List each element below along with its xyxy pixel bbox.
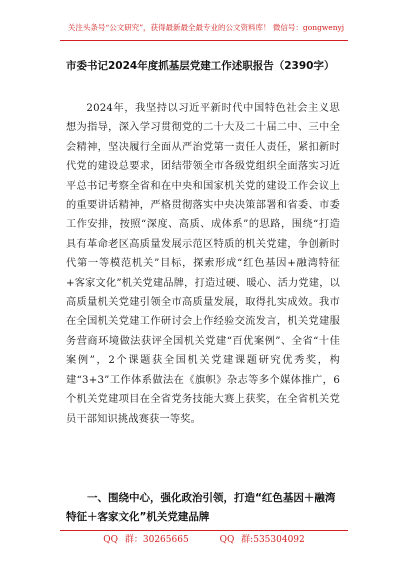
section-heading: 一、围绕中心，强化政治引领，打造“红色基因＋融湾特征＋客家文化”机关党建品牌	[66, 492, 336, 523]
header-divider	[60, 40, 348, 41]
document-title: 市委书记2024年度抓基层党建工作述职报告（2390字）	[66, 60, 335, 72]
footer-qq-group-2: QQ 群:535304092	[219, 535, 305, 545]
body-paragraph: 2024年，我坚持以习近平新时代中国特色社会主义思想为指导，深入学习贯彻党的二十大及二十届二中、三中全会精神，坚决履行全面从严治党第一责任人责任，紧扣新时代党的建设总要求，团结带领全市各级党组织全面落实习近平总书记考察全省和在中央和国家机关党的建设工作会议上的重要讲话精神，严格贯彻落实中央决策部署和省委、市委工作安排，按照“深度、高质、成体系”的思路，围绕“打造具有革命老区高质量发展示范区特质的机关党建，争创新时代第一等模范机关”目标，探索形成“红色基因+融湾特征+客家文化”机关党建品牌，打造过硬、暖心、活力党建，以高质量机关党建引领全市高质量发展，取得扎实成效。我市在全国机关党建工作研讨会上作经验交流发言，机关党建服务营商环境做法获评全国机关党建“百优案例”、全省“十佳案例”，2个课题获全国机关党建课题研究优秀奖，构建“3+3”工作体系做法在《旗帜》杂志等多个媒体推广，6个机关党建项目在全省党务技能大赛上获奖，在全省机关党员干部知识挑战赛获一等奖。	[66, 103, 340, 425]
footer-divider	[60, 530, 348, 531]
footer-qq-group-1: QQ 群：30265665	[103, 535, 189, 545]
header-banner: 关注头条号“公文研究”，获得最新最全最专业的公文资料库！ 微信号：gongwenyj	[67, 23, 345, 32]
footer	[60, 534, 348, 546]
